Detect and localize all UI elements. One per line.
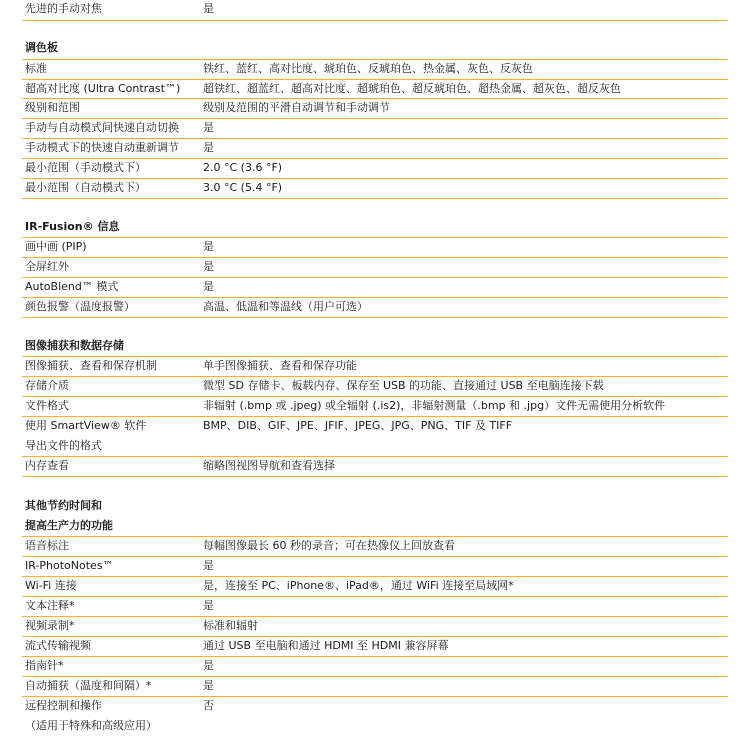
row-divider (22, 396, 728, 397)
section-heading-capture: 图像捕获和数据存储 (25, 339, 124, 352)
row-label: 文本注释* (25, 599, 75, 612)
row-divider (22, 576, 728, 577)
row-value: 是 (203, 2, 214, 15)
row-label: IR-PhotoNotes™ (25, 559, 114, 572)
section-heading-other-line2: 提高生产力的功能 (25, 519, 113, 532)
row-value: 单手图像捕获、查看和保存功能 (203, 359, 357, 372)
row-value: 缩略图视图导航和查看选择 (203, 459, 335, 472)
row-value: 铁红、蓝红、高对比度、琥珀色、反琥珀色、热金属、灰色、反灰色 (203, 62, 533, 75)
row-divider (22, 237, 728, 238)
row-divider (22, 98, 728, 99)
row-label: 手动模式下的快速自动重新调节 (25, 141, 179, 154)
row-value: 是 (203, 240, 214, 253)
row-divider (22, 376, 728, 377)
row-value: 非辐射 (.bmp 或 .jpeg) 或全辐射 (.is2)，非辐射测量（.bmp 和 .jpg）文件无需使用分析软件 (203, 399, 666, 412)
row-value: 超铁红、超蓝红、超高对比度、超琥珀色、超反琥珀色、超热金属、超灰色、超反灰色 (203, 82, 621, 95)
row-label: 标准 (25, 62, 47, 75)
row-divider (22, 118, 728, 119)
row-value: 级别及范围的平滑自动调节和手动调节 (203, 101, 390, 114)
row-value: 是 (203, 280, 214, 293)
row-label: 存储介质 (25, 379, 69, 392)
row-divider (22, 536, 728, 537)
row-label: 内存查看 (25, 459, 69, 472)
row-divider (22, 616, 728, 617)
row-divider (22, 456, 728, 457)
row-label: 全屏红外 (25, 260, 69, 273)
row-label: 远程控制和操作 (25, 699, 102, 712)
section-heading-palettes: 调色板 (25, 41, 58, 54)
row-value: 3.0 °C (5.4 °F) (203, 181, 283, 194)
row-divider (22, 356, 728, 357)
row-label: 视频录制* (25, 619, 75, 632)
row-value: 是，连接至 PC、iPhone®、iPad®，通过 WiFi 连接至局域网* (203, 579, 514, 592)
section-heading-other: 其他节约时间和 (25, 499, 102, 512)
row-label: 导出文件的格式 (25, 439, 102, 452)
row-divider (22, 636, 728, 637)
row-label: 颜色报警（温度报警） (25, 300, 135, 313)
row-divider (22, 59, 728, 60)
row-label: 手动与自动模式间快速自动切换 (25, 121, 179, 134)
row-divider (22, 79, 728, 80)
row-divider (22, 198, 728, 199)
row-value: 每幅图像最长 60 秒的录音；可在热像仪上回放查看 (203, 539, 455, 552)
row-divider (22, 20, 728, 21)
row-value: 是 (203, 260, 214, 273)
row-label: 文件格式 (25, 399, 69, 412)
row-label: 超高对比度 (Ultra Contrast™) (25, 82, 181, 95)
row-value: 标准和辐射 (203, 619, 258, 632)
row-label: 自动捕获（温度和间隔）* (25, 679, 152, 692)
row-value: 高温、低温和等温线（用户可选） (203, 300, 368, 313)
row-divider (22, 556, 728, 557)
row-label: 先进的手动对焦 (25, 2, 102, 15)
row-label: 语音标注 (25, 539, 69, 552)
row-label: 指南针* (25, 659, 64, 672)
row-divider (22, 476, 728, 477)
row-divider (22, 138, 728, 139)
row-value: 是 (203, 141, 214, 154)
section-heading-fusion: IR-Fusion® 信息 (25, 220, 120, 233)
row-label: 最小范围（自动模式下） (25, 181, 146, 194)
row-value: 是 (203, 659, 214, 672)
row-label: （适用于特殊和高级应用） (25, 719, 157, 732)
row-value: 否 (203, 699, 214, 712)
row-value: 通过 USB 至电脑和通过 HDMI 至 HDMI 兼容屏幕 (203, 639, 449, 652)
row-label: 图像捕获、查看和保存机制 (25, 359, 157, 372)
row-divider (22, 596, 728, 597)
row-label: 流式传输视频 (25, 639, 91, 652)
row-label: 画中画 (PIP) (25, 240, 87, 253)
row-divider (22, 656, 728, 657)
row-divider (22, 317, 728, 318)
row-value: 是 (203, 121, 214, 134)
row-label: 最小范围（手动模式下） (25, 161, 146, 174)
row-divider (22, 257, 728, 258)
row-divider (22, 696, 728, 697)
row-label: Wi-Fi 连接 (25, 579, 77, 592)
row-divider (22, 297, 728, 298)
row-divider (22, 416, 728, 417)
row-divider (22, 158, 728, 159)
row-divider (22, 277, 728, 278)
row-value: 是 (203, 679, 214, 692)
row-value: 是 (203, 599, 214, 612)
row-divider (22, 178, 728, 179)
row-divider (22, 676, 728, 677)
row-value: 是 (203, 559, 214, 572)
row-value: BMP、DIB、GIF、JPE、JFIF、JPEG、JPG、PNG、TIF 及 TIFF (203, 419, 513, 432)
row-label: 级别和范围 (25, 101, 80, 114)
row-value: 微型 SD 存储卡、板载内存、保存至 USB 的功能、直接通过 USB 至电脑连接下载 (203, 379, 604, 392)
row-value: 2.0 °C (3.6 °F) (203, 161, 283, 174)
row-label: 使用 SmartView® 软件 (25, 419, 147, 432)
row-label: AutoBlend™ 模式 (25, 280, 119, 293)
